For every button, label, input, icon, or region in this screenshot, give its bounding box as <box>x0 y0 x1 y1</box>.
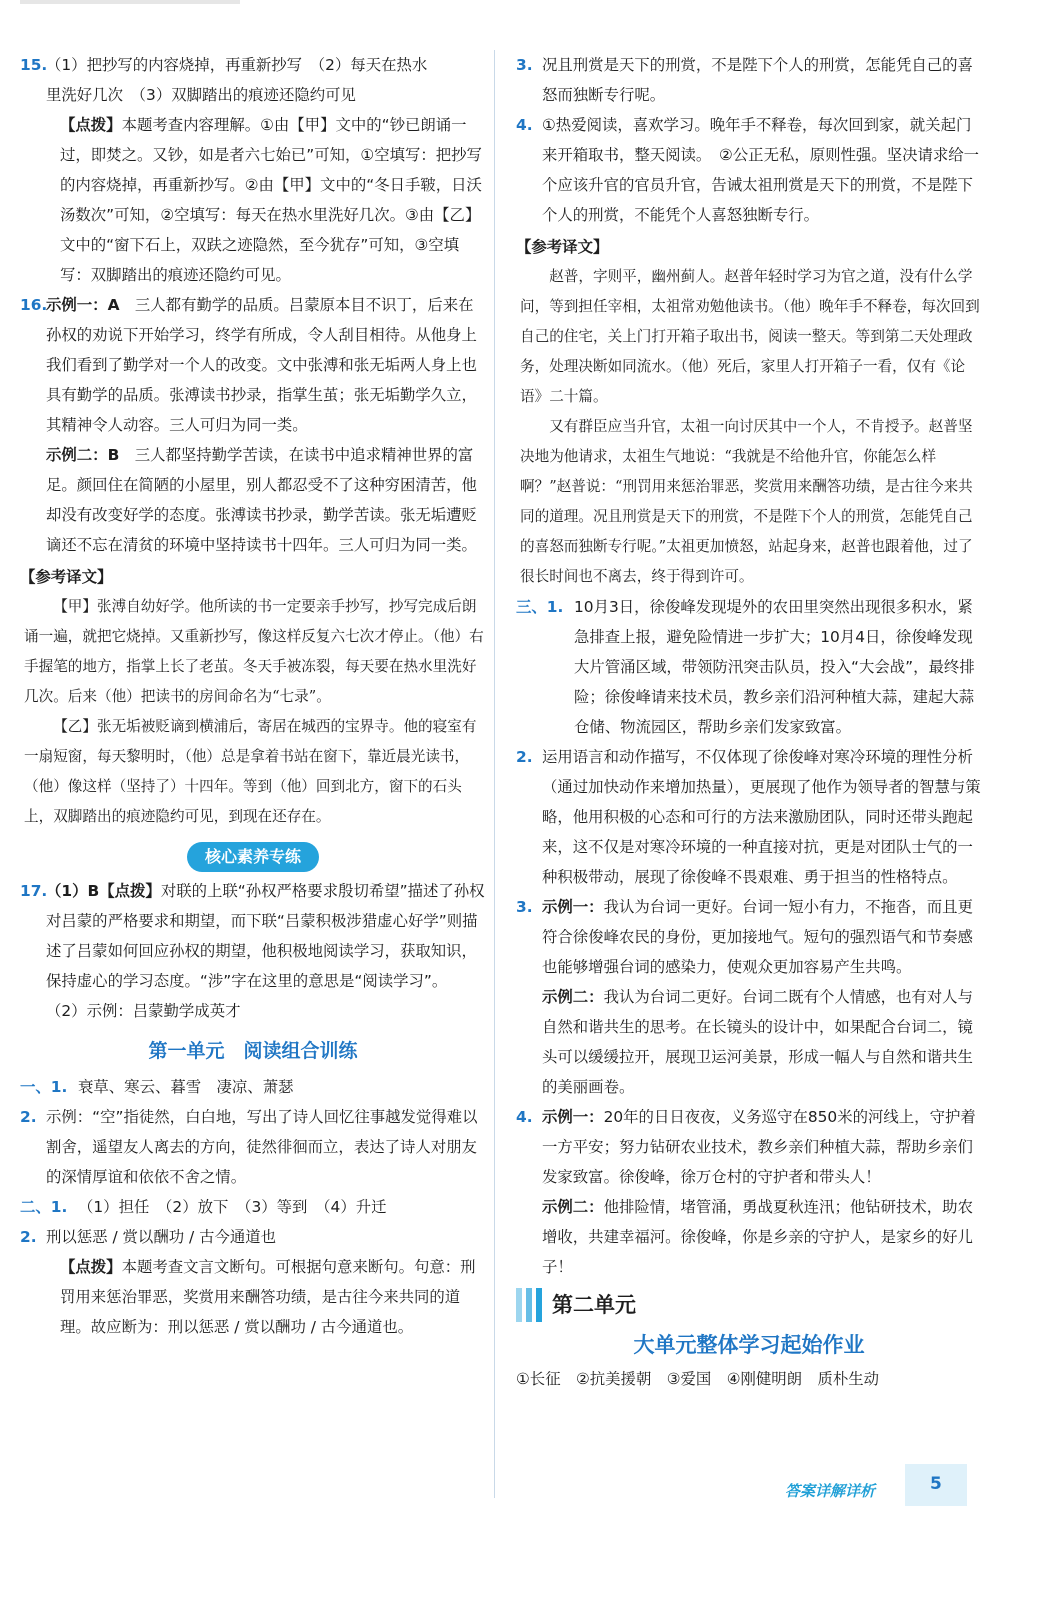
column-divider <box>494 50 495 1498</box>
answer-text: 衰草、寒云、暮雪 凄凉、萧瑟 <box>78 1078 294 1096</box>
analysis-text: 本题考查内容理解。①由【甲】文中的“钞已朗诵一过，即焚之。又钞，如是者六七始已”可知，①空填写：把抄写的内容烧掉，再重新抄写。②由【甲】文中的“冬日手皲，日沃汤数次”可知，②空填写：每天在热水里洗好几次。③由【乙】文中的“窗下石上，双趺之迹隐然，至今犹存”可知，③空填写：双脚踏出的痕迹还隐约可见。 <box>60 116 482 284</box>
tag-label: 【点拨】 <box>60 1258 122 1276</box>
example-label: 示例二： <box>542 988 604 1006</box>
section-two <box>20 1192 486 1222</box>
translation-paragraph: 又有群臣应当升官，太祖一向讨厌其中一个人，不肯授予。赵普坚决地为他请求，太祖生气地说：“我就是不给他升官，你能怎么样啊？”赵普说：“刑罚用来惩治罪恶，奖赏用来酬答功绩，是古往今来共同的道理。况且刑赏是天下的刑赏，不是陛下个人的刑赏，怎能凭自己的喜怒而独断专行呢。”太祖更加愤怒，站起身来，赵普也跟着他，过了很长时间也不离去，终于得到许可。 <box>520 418 973 585</box>
analysis <box>46 110 486 290</box>
tag-label: 【点拨】 <box>60 116 122 134</box>
example-one <box>542 892 982 982</box>
analysis-text: 本题考查文言文断句。可根据句意来断句。句意：刑罚用来惩治罪恶，奖赏用来酬答功绩，是古往今来共同的道理。故应断为：刑以惩恶 / 赏以酬功 / 古今通道也。 <box>60 1258 476 1336</box>
question-15 <box>20 50 486 290</box>
section-three-q2 <box>516 742 982 892</box>
left-column <box>20 50 486 1342</box>
analysis <box>46 1252 486 1342</box>
question-number: 2. <box>20 1108 37 1126</box>
section-number: 二、1. <box>20 1198 68 1216</box>
example-one <box>542 1102 982 1192</box>
page-number: 5 <box>930 1474 942 1494</box>
big-unit-title: 大单元整体学习起始作业 <box>633 1333 865 1357</box>
answer-text: 刑以惩恶 / 赏以酬功 / 古今通道也 <box>46 1228 277 1246</box>
section-one <box>20 1072 486 1102</box>
question-number: 2. <box>516 748 533 766</box>
example-one <box>46 290 486 440</box>
translation-heading: 【参考译文】 <box>516 238 609 256</box>
question-3 <box>516 50 982 110</box>
answer-line: （1）把抄写的内容烧掉，再重新抄写 （2）每天在热水 <box>46 56 428 74</box>
answer-text: 运用语言和动作描写，不仅体现了徐俊峰对寒冷环境的理性分析（通过加快动作来增加热量），更展现了他作为领导者的智慧与策略，他用积极的心态和可行的方法来激励团队，同时还带头跑起来，这不仅是对寒冷环境的一种直接对抗，更是对团队士气的一种积极带动，展现了徐俊峰不畏艰难、勇于担当的性格特点。 <box>542 748 981 886</box>
example-label: 示例一：A <box>46 296 120 314</box>
example-text: 三人都有勤学的品质。吕蒙原本目不识丁，后来在孙权的劝说下开始学习，终学有所成，令人刮目相待。从他身上我们看到了勤学对一个人的改变。文中张溥和张无垢两人身上也具有勤学的品质。张溥读书抄录，指掌生茧；张无垢勤学久立，其精神令人动容。三人可归为同一类。 <box>46 296 477 434</box>
example-label: 示例一： <box>542 1108 604 1126</box>
part-two: （2）示例：吕蒙勤学成英才 <box>46 1002 241 1020</box>
section-pill: 核心素养专练 <box>187 842 319 872</box>
question-17 <box>20 876 486 1026</box>
unit-bars-icon <box>516 1288 542 1322</box>
example-label: 示例一： <box>542 898 604 916</box>
example-two <box>542 1192 982 1282</box>
opening-answers: ①长征 ②抗美援朝 ③爱国 ④刚健明朗 质朴生动 <box>516 1370 880 1388</box>
section-three-q4 <box>516 1102 982 1282</box>
question-number: 4. <box>516 1108 533 1126</box>
section-three-q3 <box>516 892 982 1102</box>
example-text: 三人都坚持勤学苦读，在读书中追求精神世界的富足。颜回住在简陋的小屋里，别人都忍受不了这种穷困清苦，他却没有改变好学的态度。张溥读书抄录，勤学苦读。张无垢遭贬谪还不忘在清贫的环境中坚持读书十四年。三人可归为同一类。 <box>46 446 477 554</box>
part-one <box>46 876 486 996</box>
answer-line: 里洗好几次 （3）双脚踏出的痕迹还隐约可见 <box>46 86 356 104</box>
unit-two-title: 第二单元 <box>552 1293 636 1317</box>
question-number: 15. <box>20 56 48 74</box>
unit-two-header <box>516 1288 982 1322</box>
answer-text: （1）担任 （2）放下 （3）等到 （4）升迁 <box>78 1198 387 1216</box>
example-text: 他排险情，堵管涌，勇战夏秋连汛；他钻研技术，助农增收，共建幸福河。徐俊峰，你是乡亲的守护人，是家乡的好儿子！ <box>542 1198 973 1276</box>
section-number: 三、1. <box>516 598 564 616</box>
translation-heading: 【参考译文】 <box>20 568 113 586</box>
footer-label: 答案详解详析 <box>785 1482 876 1500</box>
question-16 <box>20 290 486 560</box>
question-number: 4. <box>516 116 533 134</box>
question-number: 3. <box>516 898 533 916</box>
top-edge-bar <box>20 0 240 4</box>
tag-label: 【点拨】 <box>99 882 161 900</box>
translation-paragraph: 赵普，字则平，幽州蓟人。赵普年轻时学习为官之道，没有什么学问，等到担任宰相，太祖常劝勉他读书。（他）晚年手不释卷，每次回到自己的住宅，关上门打开箱子取出书，阅读一整天。等到第二天处理政务，处理决断如同流水。（他）死后，家里人打开箱子一看，仅有《论语》二十篇。 <box>520 268 980 405</box>
section-one-q2 <box>20 1102 486 1192</box>
translation-paragraph: 【甲】张溥自幼好学。他所读的书一定要亲手抄写，抄写完成后朗诵一遍，就把它烧掉。又重新抄写，像这样反复六七次才停止。（他）右手握笔的地方，指掌上长了老茧。冬天手被冻裂，每天要在热水里洗好几次。后来（他）把读书的房间命名为“七录”。 <box>24 598 484 705</box>
section-two-q2 <box>20 1222 486 1342</box>
right-column <box>516 50 982 1394</box>
unit-one-title: 第一单元 阅读组合训练 <box>148 1040 358 1062</box>
example-label: 示例二： <box>542 1198 604 1216</box>
answer-text: 示例：“空”指徒然，白白地，写出了诗人回忆往事越发觉得难以割舍，遥望友人离去的方向，徒然徘徊而立，表达了诗人对朋友的深情厚谊和依依不舍之情。 <box>46 1108 478 1186</box>
answer-text: 况且刑赏是天下的刑赏，不是陛下个人的刑赏，怎能凭自己的喜怒而独断专行呢。 <box>542 56 973 104</box>
example-label: 示例二：B <box>46 446 120 464</box>
section-three <box>516 592 982 742</box>
example-text: 我认为台词一更好。台词一短小有力，不拖沓，而且更符合徐俊峰农民的身份，更加接地气。短句的强烈语气和节奏感也能够增强台词的感染力，使观众更加容易产生共鸣。 <box>542 898 973 976</box>
question-number: 17. <box>20 882 48 900</box>
example-two <box>46 440 486 560</box>
section-number: 一、1. <box>20 1078 68 1096</box>
answer-text: 10月3日，徐俊峰发现堤外的农田里突然出现很多积水，紧急排查上报，避免险情进一步扩大；10月4日，徐俊峰发现大片管涌区域，带领防汛突击队员，投入“大会战”，最终排险；徐俊峰请来技术员，教乡亲们沿河种植大蒜，建起大蒜仓储、物流园区，帮助乡亲们发家致富。 <box>574 598 975 736</box>
part-label: （1）B <box>46 882 100 900</box>
question-4 <box>516 110 982 230</box>
question-number: 3. <box>516 56 533 74</box>
part-text: 对联的上联“孙权严格要求殷切希望”描述了孙权对吕蒙的严格要求和期望，而下联“吕蒙积极涉猎虚心好学”则描述了吕蒙如何回应孙权的期望，他积极地阅读学习，获取知识，保持虚心的学习态度。“涉”字在这里的意思是“阅读学习”。 <box>46 882 485 990</box>
example-two <box>542 982 982 1102</box>
example-text: 我认为台词二更好。台词二既有个人情感，也有对人与自然和谐共生的思考。在长镜头的设计中，如果配合台词二，镜头可以缓缓拉开，展现卫运河美景，形成一幅人与自然和谐共生的美丽画卷。 <box>542 988 973 1096</box>
question-number: 2. <box>20 1228 37 1246</box>
example-text: 20年的日日夜夜，义务巡守在850米的河线上，守护着一方平安；努力钻研农业技术，教乡亲们种植大蒜，帮助乡亲们发家致富。徐俊峰，徐万仓村的守护者和带头人！ <box>542 1108 976 1186</box>
translation-paragraph: 【乙】张无垢被贬谪到横浦后，寄居在城西的宝界寺。他的寝室有一扇短窗，每天黎明时，（他）总是拿着书站在窗下，靠近晨光读书，（他）像这样（坚持了）十四年。等到（他）回到北方，窗下的石头上，双脚踏出的痕迹隐约可见，到现在还存在。 <box>24 718 477 825</box>
answer-text: ①热爱阅读，喜欢学习。晚年手不释卷，每次回到家，就关起门来开箱取书，整天阅读。 ②公正无私，原则性强。坚决请求给一个应该升官的官员升官，告诫太祖刑赏是天下的刑赏，不是陛下个人的刑赏，不能凭个人喜怒独断专行。 <box>542 116 980 224</box>
question-number: 16. <box>20 296 48 314</box>
